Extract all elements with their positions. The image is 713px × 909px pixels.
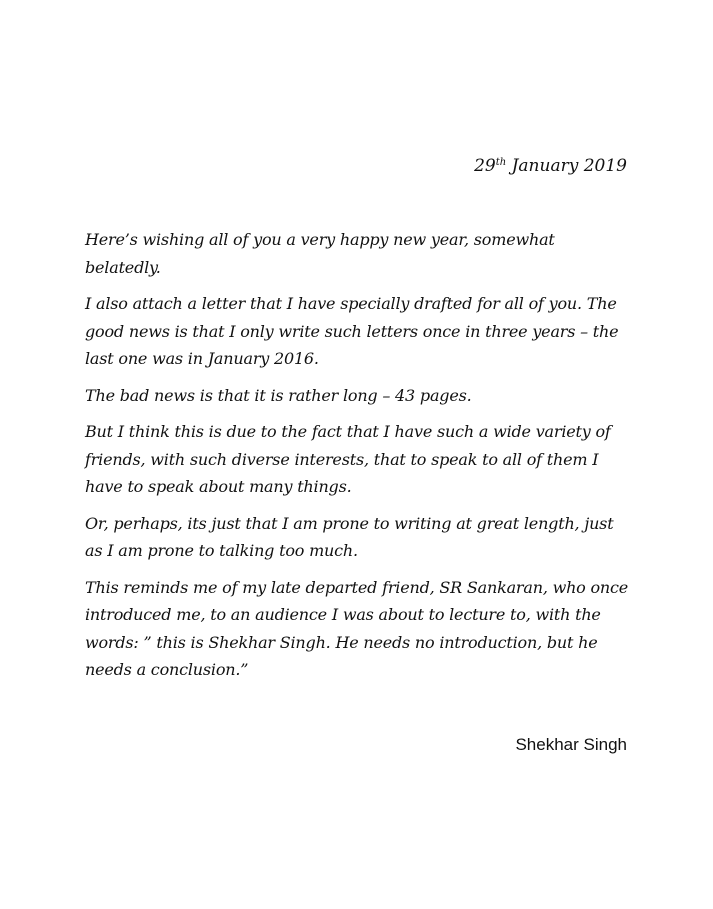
date-ordinal-suffix: th bbox=[495, 157, 507, 168]
letter-date bbox=[474, 152, 627, 180]
date-day: 29 bbox=[474, 156, 496, 176]
letter-body bbox=[85, 226, 630, 693]
signature-name: Shekhar Singh bbox=[515, 735, 627, 754]
paragraph-sankaran-anecdote: This reminds me of my late departed friend, SR Sankaran, who once introduced me, to an audience I was about to lecture to, with the words: ” this is Shekhar Singh. He needs no introduction, but he needs a conclusion.” bbox=[85, 577, 629, 679]
paragraph-variety-of-friends: But I think this is due to the fact that I have such a wide variety of friends, with such diverse interests, that to speak to all of them I have to speak about many things. bbox=[85, 422, 611, 496]
paragraph-prone-to-writing: Or, perhaps, its just that I am prone to writing at great length, just as I am prone to talking too much. bbox=[85, 513, 614, 560]
paragraph-bad-news: The bad news is that it is rather long – 43 pages. bbox=[85, 385, 472, 405]
paragraph-greeting: Here’s wishing all of you a very happy new year, somewhat belatedly. bbox=[85, 230, 555, 277]
date-month-year: January 2019 bbox=[506, 156, 627, 176]
paragraph-attachment: I also attach a letter that I have specially drafted for all of you. The good news is that I only write such letters once in three years – the last one was in January 2016. bbox=[85, 294, 619, 368]
